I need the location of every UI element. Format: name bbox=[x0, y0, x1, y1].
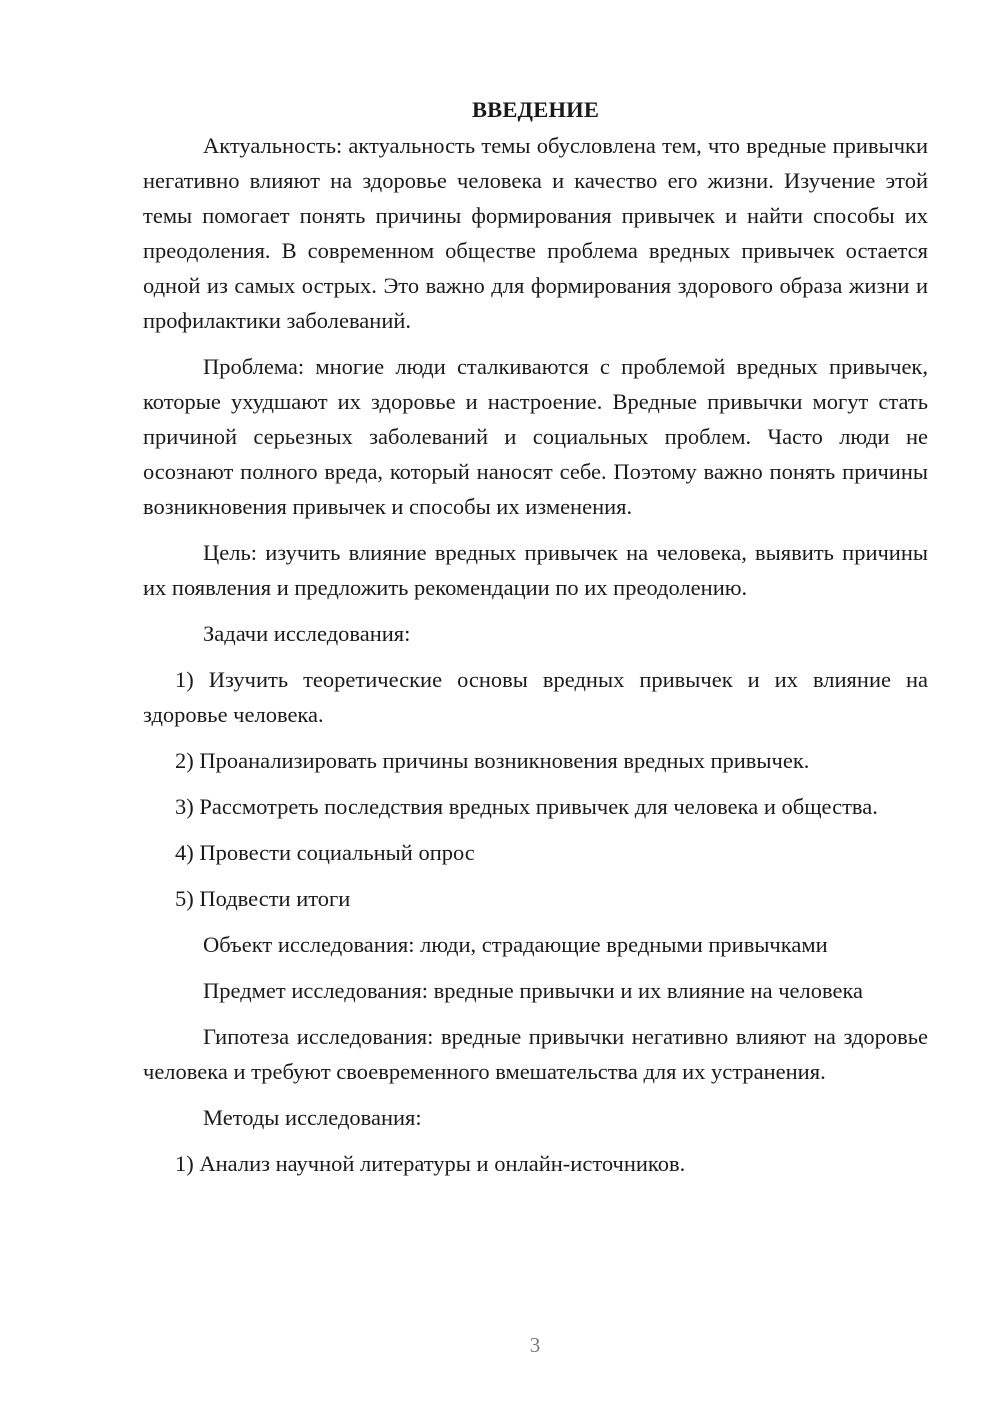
method-item-1: 1) Анализ научной литературы и онлайн-источников. bbox=[175, 1151, 686, 1176]
task-item-4: 4) Провести социальный опрос bbox=[175, 840, 475, 865]
task-item-5: 5) Подвести итоги bbox=[175, 886, 351, 911]
research-hypothesis: Гипотеза исследования: вредные привычки негативно влияют на здоровье человека и требуют своевременного вмешательства для их устранения. bbox=[143, 1024, 928, 1084]
task-item-2: 2) Проанализировать причины возникновения вредных привычек. bbox=[175, 748, 810, 773]
methods-heading: Методы исследования: bbox=[203, 1105, 422, 1130]
document-body bbox=[143, 92, 928, 1192]
tasks-heading: Задачи исследования: bbox=[203, 621, 411, 646]
task-item-3: 3) Рассмотреть последствия вредных привычек для человека и общества. bbox=[175, 794, 878, 819]
task-item-1: 1) Изучить теоретические основы вредных привычек и их влияние на здоровье человека. bbox=[143, 667, 928, 727]
paragraph-relevance: Актуальность: актуальность темы обусловлена тем, что вредные привычки негативно влияют на здоровье человека и качество его жизни. Изучение этой темы помогает понять причины формирования привычек и найти способы их преодоления. В современном обществе проблема вредных привычек остается одной из самых острых. Это важно для формирования здорового образа жизни и профилактики заболеваний. bbox=[143, 133, 928, 333]
research-object: Объект исследования: люди, страдающие вредными привычками bbox=[203, 932, 828, 957]
page-number: 3 bbox=[529, 1333, 541, 1357]
paragraph-problem: Проблема: многие люди сталкиваются с проблемой вредных привычек, которые ухудшают их здоровье и настроение. Вредные привычки могут стать причиной серьезных заболеваний и социальных проблем. Часто люди не осознают полного вреда, который наносят себе. Поэтому важно понять причины возникновения привычек и способы их изменения. bbox=[143, 354, 928, 519]
paragraph-goal: Цель: изучить влияние вредных привычек на человека, выявить причины их появления и предложить рекомендации по их преодолению. bbox=[143, 540, 928, 600]
research-subject: Предмет исследования: вредные привычки и их влияние на человека bbox=[203, 978, 864, 1003]
page-title: ВВЕДЕНИЕ bbox=[471, 97, 600, 122]
